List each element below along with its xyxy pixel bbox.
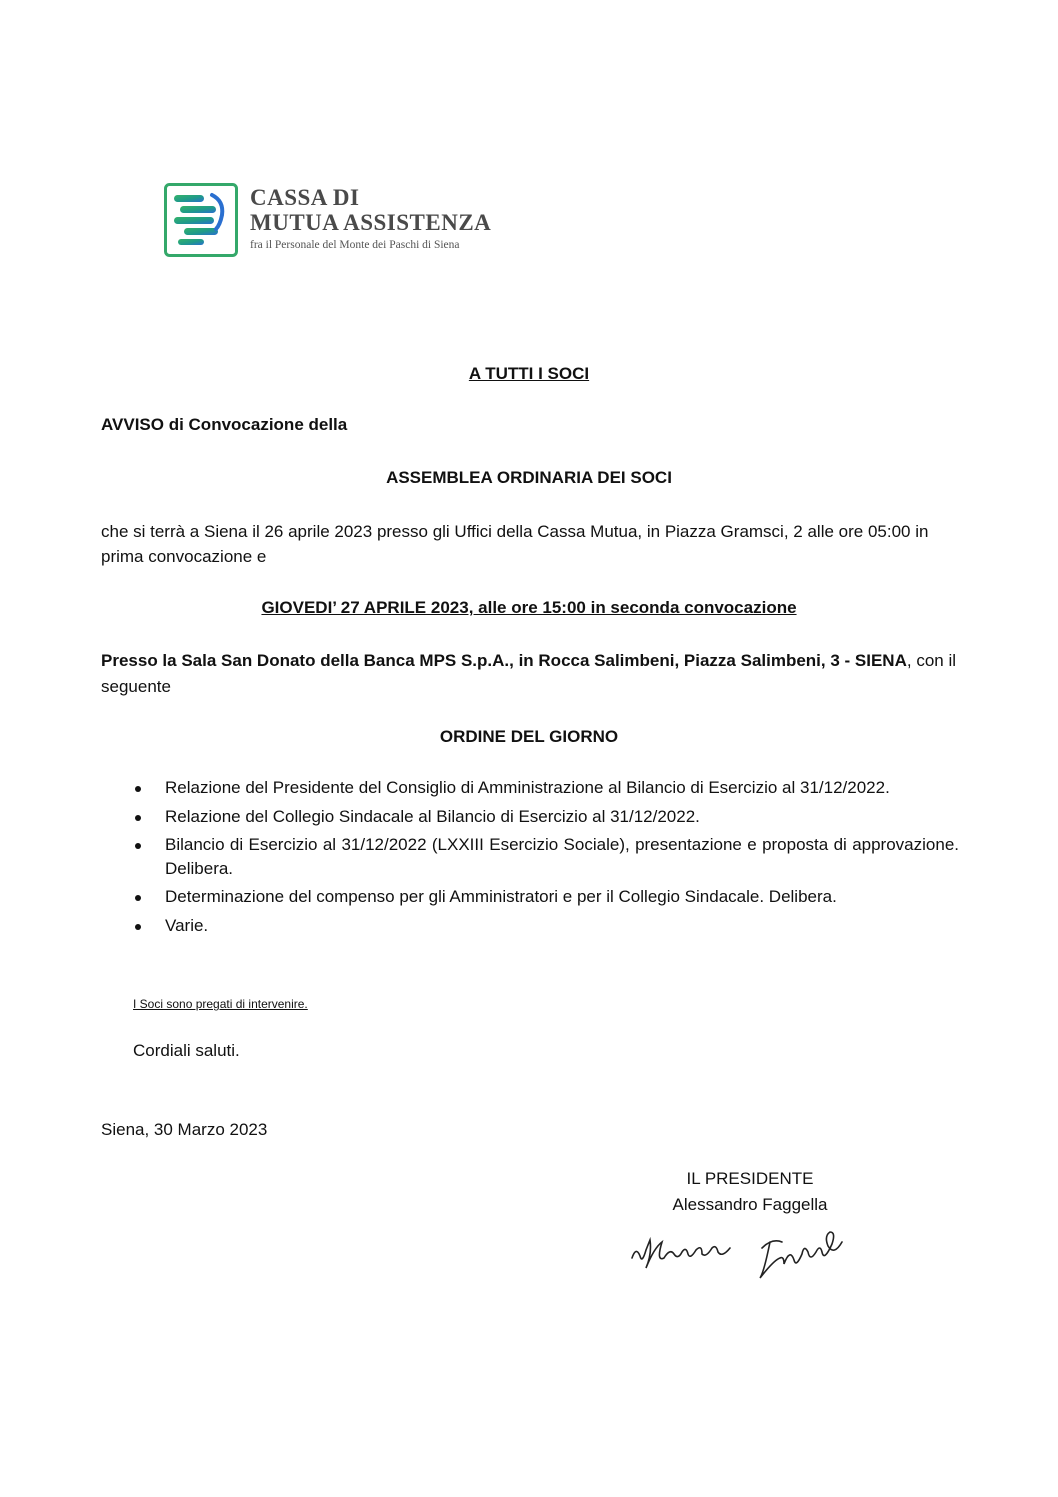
assembly-title: ASSEMBLEA ORDINARIA DEI SOCI [386,468,672,487]
list-item: Varie. [135,914,959,938]
signatory-name: Alessandro Faggella [672,1195,828,1214]
attendance-note: I Soci sono pregati di intervenire. [133,997,308,1011]
list-item: Bilancio di Esercizio al 31/12/2022 (LXXIII Esercizio Sociale), presentazione e proposta di approvazione. Delibera. [135,833,959,880]
intro-paragraph: che si terrà a Siena il 26 aprile 2023 presso gli Uffici della Cassa Mutua, in Piazza Gramsci, 2 alle ore 05:00 in prima convocazione e [101,522,929,566]
list-item: Relazione del Presidente del Consiglio di Amministrazione al Bilancio di Esercizio al 31/12/2022. [135,776,959,800]
closing-greeting: Cordiali saluti. [133,1041,240,1060]
page-heading: A TUTTI I SOCI [468,364,590,383]
bullet-icon [135,843,141,849]
notice-title: AVVISO di Convocazione della [101,415,348,434]
agenda-list [135,776,959,942]
venue-location: Presso la Sala San Donato della Banca MPS S.p.A., in Rocca Salimbeni, Piazza Salimbeni, 3 - SIENA [101,651,907,670]
signatory-role: IL PRESIDENTE [686,1169,814,1188]
bullet-icon [135,786,141,792]
venue-paragraph [101,648,959,700]
bullet-icon [135,815,141,821]
logo-subtitle: fra il Personale del Monte dei Paschi di Siena [250,239,460,251]
list-item: Relazione del Collegio Sindacale al Bilancio di Esercizio al 31/12/2022. [135,805,959,829]
bullet-icon [135,924,141,930]
logo-title-line2: MUTUA ASSISTENZA [250,210,492,235]
second-call-notice: GIOVEDI’ 27 APRILE 2023, alle ore 15:00 in seconda convocazione [261,598,797,617]
agenda-title: ORDINE DEL GIORNO [439,727,619,746]
handwritten-signature [630,1218,880,1288]
bullet-icon [135,895,141,901]
organization-logo [164,183,491,257]
venue-continuation: , con il seguente [101,651,957,696]
place-and-date: Siena, 30 Marzo 2023 [101,1120,268,1139]
list-item: Determinazione del compenso per gli Amministratori e per il Collegio Sindacale. Delibera. [135,885,959,909]
hands-logo-icon [164,183,238,257]
logo-title-line1: CASSA DI [250,185,360,210]
